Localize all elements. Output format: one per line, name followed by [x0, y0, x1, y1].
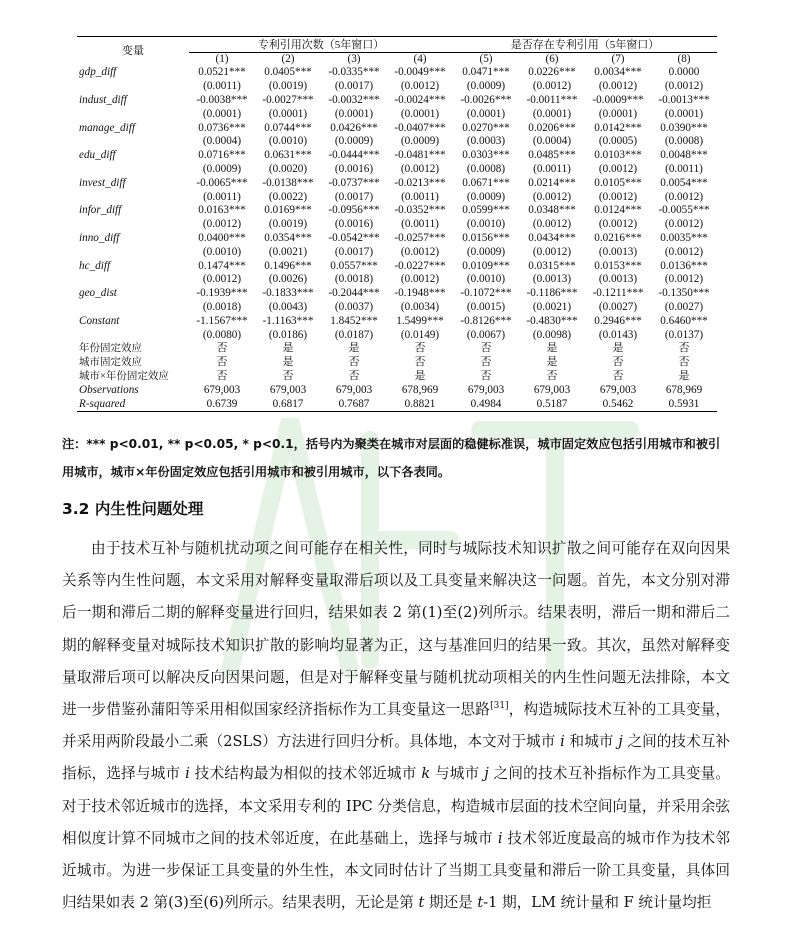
coef-cell: 0.0105***: [594, 176, 642, 189]
table-row: [77, 121, 717, 135]
coef-cell: -0.0011***: [526, 93, 578, 106]
regression-table: [77, 36, 717, 412]
coef-cell: 0.0557***: [330, 259, 378, 272]
coef-cell: -0.0956***: [328, 204, 380, 217]
coef-cell: -0.1211***: [592, 287, 644, 300]
coef-cell: 0.0521***: [198, 66, 246, 79]
coef-cell: 0.0400***: [198, 231, 246, 244]
coef-cell: -0.0055***: [658, 204, 710, 217]
stat-cell: 678,969: [401, 383, 439, 396]
text-span: 与城市: [430, 765, 485, 783]
table-row: [77, 356, 717, 370]
stat-label: Observations: [79, 383, 139, 396]
table-row: [77, 149, 717, 163]
se-cell: (0.0009): [466, 80, 506, 93]
section-title: 3.2 内生性问题处理: [62, 500, 204, 518]
se-cell: (0.0186): [268, 328, 308, 341]
se-cell: (0.0016): [334, 218, 374, 231]
coef-cell: 0.0426***: [330, 121, 378, 134]
se-cell: (0.0018): [334, 273, 374, 286]
table-row: [77, 328, 717, 342]
se-cell: (0.0001): [532, 107, 572, 120]
coef-cell: 0.0216***: [594, 231, 642, 244]
text-span: -1 期，LM 统计量和 F 统计量均拒: [483, 894, 712, 912]
text-span: 技术结构最为相似的技术邻近城市: [189, 765, 422, 783]
coef-cell: -0.0542***: [328, 231, 380, 244]
coef-cell: 0.0599***: [462, 204, 510, 217]
coef-cell: 1.5499***: [396, 314, 444, 327]
se-cell: (0.0021): [268, 245, 308, 258]
fe-cell: 否: [282, 369, 294, 382]
coef-cell: -0.0213***: [394, 176, 446, 189]
coef-cell: 0.0348***: [528, 204, 576, 217]
se-cell: (0.0004): [202, 135, 242, 148]
se-cell: (0.0011): [203, 190, 241, 203]
se-cell: (0.0012): [400, 245, 440, 258]
fe-cell: 否: [216, 356, 228, 369]
coef-cell: 0.6460***: [660, 314, 708, 327]
fe-cell: 是: [678, 369, 690, 382]
se-cell: (0.0008): [466, 162, 506, 175]
table-row: [77, 273, 717, 287]
se-cell: (0.0001): [334, 107, 374, 120]
coef-cell: -0.1948***: [394, 287, 446, 300]
coef-cell: 0.0054***: [660, 176, 708, 189]
table-row: [77, 301, 717, 315]
math-var: t: [418, 894, 425, 912]
se-cell: (0.0008): [664, 135, 704, 148]
se-cell: (0.0137): [664, 328, 704, 341]
fe-cell: 是: [282, 342, 294, 355]
coef-cell: -0.2044***: [328, 287, 380, 300]
body-text: [62, 533, 730, 919]
se-cell: (0.0026): [268, 273, 308, 286]
coef-cell: -0.0024***: [394, 93, 446, 106]
coef-cell: 0.0354***: [264, 231, 312, 244]
se-cell: (0.0009): [400, 135, 440, 148]
se-cell: (0.0009): [466, 190, 506, 203]
fe-cell: 否: [480, 356, 492, 369]
se-cell: (0.0022): [268, 190, 308, 203]
se-cell: (0.0009): [466, 245, 506, 258]
coef-cell: 0.0124***: [594, 204, 642, 217]
se-cell: (0.0012): [664, 218, 704, 231]
fe-cell: 否: [348, 356, 360, 369]
fe-label: 城市×年份固定效应: [79, 370, 169, 382]
se-cell: (0.0011): [401, 190, 439, 203]
se-cell: (0.0012): [532, 218, 572, 231]
fe-cell: 是: [414, 369, 426, 382]
se-cell: (0.0067): [466, 328, 506, 341]
table-row: [77, 80, 717, 94]
text-span: 期还是: [424, 894, 478, 912]
coef-cell: -0.8126***: [460, 314, 512, 327]
math-var: i: [185, 765, 190, 783]
stat-cell: 0.5187: [519, 397, 585, 411]
se-cell: (0.0011): [533, 162, 571, 175]
column-number: (8): [677, 53, 691, 65]
table-row: [77, 66, 717, 80]
se-cell: (0.0012): [400, 162, 440, 175]
fe-cell: 是: [546, 342, 558, 355]
coef-cell: 0.0142***: [594, 121, 642, 134]
se-cell: (0.0027): [598, 300, 638, 313]
math-var: j: [484, 765, 489, 783]
blank-cell: [77, 163, 189, 177]
se-cell: (0.0009): [202, 162, 242, 175]
variable-name: Constant: [79, 314, 120, 327]
stat-cell: 679,003: [533, 383, 571, 396]
table-row: [77, 370, 717, 384]
coef-cell: 0.0000: [668, 66, 700, 79]
coef-cell: -0.1186***: [526, 287, 578, 300]
coef-cell: 0.0035***: [660, 231, 708, 244]
se-cell: (0.0009): [334, 135, 374, 148]
se-cell: (0.0010): [202, 245, 242, 258]
fe-cell: 是: [546, 356, 558, 369]
coef-cell: 0.0214***: [528, 176, 576, 189]
coef-cell: 0.0744***: [264, 121, 312, 134]
fe-cell: 否: [414, 356, 426, 369]
coef-cell: 0.0270***: [462, 121, 510, 134]
table-row: [77, 342, 717, 356]
se-cell: (0.0016): [334, 162, 374, 175]
se-cell: (0.0012): [532, 245, 572, 258]
stat-cell: 679,003: [269, 383, 307, 396]
coef-cell: 0.0303***: [462, 149, 510, 162]
se-cell: (0.0001): [466, 107, 506, 120]
table-row: [77, 176, 717, 190]
se-cell: (0.0017): [334, 190, 374, 203]
coef-cell: -0.0737***: [328, 176, 380, 189]
se-cell: (0.0012): [532, 190, 572, 203]
coef-cell: 0.0485***: [528, 149, 576, 162]
stat-label: R-squared: [77, 397, 189, 411]
coef-cell: -0.1833***: [262, 287, 314, 300]
se-cell: (0.0012): [400, 80, 440, 93]
coef-cell: 0.0405***: [264, 66, 312, 79]
se-cell: (0.0027): [664, 300, 704, 313]
fe-cell: 否: [678, 356, 690, 369]
table-row: [77, 397, 717, 411]
fe-cell: 是: [348, 342, 360, 355]
coef-cell: -0.0444***: [328, 149, 380, 162]
coef-cell: -0.0009***: [592, 93, 644, 106]
fe-cell: 是: [612, 342, 624, 355]
text-span: 技术邻近度最高的城市作为技术邻近城市。为进一步保证工具变量的外生性，本文同时估计了当期工具变量和滞后一阶工具变量，具体回归结果如表 2 第(3)至(6)列所示。结果表明，无论是第: [62, 829, 731, 912]
text-span: 之间的技术互补指标，选择与城市: [62, 733, 730, 783]
coef-cell: -0.0038***: [196, 93, 248, 106]
fe-label: 城市固定效应: [79, 357, 142, 369]
fe-cell: 是: [282, 356, 294, 369]
column-number: (6): [545, 53, 559, 65]
stat-cell: 0.6817: [255, 397, 321, 411]
stat-cell: 679,003: [467, 383, 505, 396]
se-cell: (0.0012): [664, 190, 704, 203]
se-cell: (0.0017): [334, 80, 374, 93]
table-row: [77, 259, 717, 273]
coef-cell: -1.1163***: [262, 314, 314, 327]
math-var: i: [497, 829, 503, 847]
coef-cell: -0.0407***: [394, 121, 446, 134]
paragraph: [62, 533, 730, 919]
coef-cell: 1.8452***: [330, 314, 378, 327]
coef-cell: -0.4830***: [526, 314, 578, 327]
coef-cell: 0.0736***: [198, 121, 246, 134]
se-cell: (0.0015): [466, 300, 506, 313]
se-cell: (0.0012): [664, 80, 704, 93]
blank-cell: [77, 107, 189, 121]
group-header-citation-exists: 是否存在专利引用（5年窗口）: [453, 37, 717, 53]
coef-cell: 0.0226***: [528, 66, 576, 79]
column-number: (1): [215, 53, 229, 65]
coef-cell: 0.0163***: [198, 204, 246, 217]
coef-cell: -0.0227***: [394, 259, 446, 272]
coef-cell: -0.1072***: [460, 287, 512, 300]
variable-name: geo_dist: [79, 287, 117, 300]
coef-cell: -0.0352***: [394, 204, 446, 217]
variable-name: gdp_diff: [79, 66, 117, 79]
se-cell: (0.0012): [202, 218, 242, 231]
table-row: [77, 135, 717, 149]
fe-label: 年份固定效应: [79, 343, 142, 355]
stat-cell: 0.8821: [387, 397, 453, 411]
coef-cell: 0.1474***: [198, 259, 246, 272]
coef-cell: -0.1350***: [658, 287, 710, 300]
stat-cell: 679,003: [599, 383, 637, 396]
se-cell: (0.0001): [268, 107, 308, 120]
variable-name: edu_diff: [79, 149, 116, 162]
se-cell: (0.0021): [532, 300, 572, 313]
coef-cell: 0.0156***: [462, 231, 510, 244]
coef-cell: 0.0109***: [462, 259, 510, 272]
coef-cell: -0.0026***: [460, 93, 512, 106]
coef-cell: 0.1496***: [264, 259, 312, 272]
se-cell: (0.0012): [598, 162, 638, 175]
coef-cell: -0.0481***: [394, 149, 446, 162]
fe-cell: 否: [414, 342, 426, 355]
se-cell: (0.0010): [466, 273, 506, 286]
variable-name: hc_diff: [79, 259, 111, 272]
coef-cell: 0.0671***: [462, 176, 510, 189]
se-cell: (0.0019): [268, 218, 308, 231]
coef-cell: -0.0065***: [196, 176, 248, 189]
se-cell: (0.0149): [400, 328, 440, 341]
citation-ref: [31]: [490, 701, 509, 712]
se-cell: (0.0013): [598, 245, 638, 258]
text-span: 由于技术互补与随机扰动项之间可能存在相关性，同时与城际技术知识扩散之间可能存在双向因果关系等内生性问题，本文采用对解释变量取滞后项以及工具变量来解决这一问题。首先，本文分别对滞后一期和滞后二期的解释变量进行回归，结果如表 2 第(1)至(2)列所示。结果表明，滞后一期和滞后二期的解释变量对城际技术知识扩散的影响均显著为正，这与基准回归的结果一致。其次，虽然对解释变量取滞后项可以解决反向因果问题，但是对于解释变量与随机扰动项相关的内生性问题无法排除，本文进一步借鉴孙蒲阳等采用相似国家经济指标作为工具变量这一思路: [62, 540, 730, 719]
se-cell: (0.0018): [202, 300, 242, 313]
variable-name: manage_diff: [79, 121, 135, 134]
fe-cell: 否: [348, 369, 360, 382]
se-cell: (0.0187): [334, 328, 374, 341]
coef-cell: 0.0136***: [660, 259, 708, 272]
fe-cell: 否: [216, 342, 228, 355]
text-span: ，构造城际技术互补的工具变量，并采用两阶段最小二乘（2SLS）方法进行回归分析。具体地，本文对于城市: [62, 701, 730, 751]
se-cell: (0.0001): [664, 107, 704, 120]
se-cell: (0.0011): [665, 162, 703, 175]
column-number: (2): [281, 53, 295, 65]
coef-cell: -0.0335***: [328, 66, 380, 79]
stat-cell: 0.5931: [651, 397, 717, 411]
stat-cell: 0.4984: [453, 397, 519, 411]
stat-cell: 679,003: [335, 383, 373, 396]
table-row: [77, 232, 717, 246]
se-cell: (0.0013): [598, 273, 638, 286]
blank-cell: [77, 80, 189, 94]
se-cell: (0.0001): [400, 107, 440, 120]
coef-cell: -0.0032***: [328, 93, 380, 106]
se-cell: (0.0012): [598, 190, 638, 203]
column-number: (4): [413, 53, 427, 65]
se-cell: (0.0005): [598, 135, 638, 148]
se-cell: (0.0043): [268, 300, 308, 313]
se-cell: (0.0001): [598, 107, 638, 120]
fe-cell: 否: [480, 342, 492, 355]
coef-cell: -0.0257***: [394, 231, 446, 244]
table-row: [77, 383, 717, 397]
se-cell: (0.0011): [401, 218, 439, 231]
fe-cell: 否: [678, 342, 690, 355]
coef-cell: 0.0103***: [594, 149, 642, 162]
stat-cell: 679,003: [203, 383, 241, 396]
variable-name: inno_diff: [79, 231, 120, 244]
column-number: (5): [479, 53, 493, 65]
fe-cell: 否: [216, 369, 228, 382]
se-cell: (0.0001): [202, 107, 242, 120]
table-row: [77, 107, 717, 121]
se-cell: (0.0012): [664, 245, 704, 258]
table-row: [77, 190, 717, 204]
se-cell: (0.0012): [532, 80, 572, 93]
table-header-row: [77, 37, 717, 53]
variable-name: indust_diff: [79, 93, 127, 106]
se-cell: (0.0012): [400, 273, 440, 286]
se-cell: (0.0012): [664, 273, 704, 286]
blank-cell: [77, 135, 189, 149]
math-var: i: [560, 733, 565, 751]
table-row: [77, 163, 717, 177]
text-span: 和城市: [564, 733, 619, 751]
se-cell: (0.0012): [202, 273, 242, 286]
blank-cell: [77, 301, 189, 315]
se-cell: (0.0010): [466, 218, 506, 231]
coef-cell: 0.0716***: [198, 149, 246, 162]
coef-cell: 0.0315***: [528, 259, 576, 272]
math-var: j: [618, 733, 623, 751]
coef-cell: -0.1939***: [196, 287, 248, 300]
group-header-citation-count: 专利引用次数（5年窗口）: [189, 37, 453, 53]
se-cell: (0.0019): [268, 80, 308, 93]
table-row: [77, 94, 717, 108]
stat-cell: 0.7687: [321, 397, 387, 411]
se-cell: (0.0020): [268, 162, 308, 175]
text-span: 之间的技术互补指标作为工具变量。对于技术邻近城市的选择，本文采用专利的 IPC 分类信息，构造城市层面的技术空间向量，并采用余弦相似度计算不同城市之间的技术邻近度，在此基础上，选择与城市: [62, 765, 731, 847]
se-cell: (0.0098): [532, 328, 572, 341]
se-cell: (0.0012): [598, 80, 638, 93]
se-cell: (0.0003): [466, 135, 506, 148]
math-var: k: [421, 765, 431, 783]
stat-cell: 0.6739: [189, 397, 255, 411]
blank-cell: [77, 328, 189, 342]
coef-cell: -0.0138***: [262, 176, 314, 189]
se-cell: (0.0143): [598, 328, 638, 341]
blank-cell: [77, 190, 189, 204]
column-number: (3): [347, 53, 361, 65]
table-row: [77, 204, 717, 218]
coef-cell: 0.2946***: [594, 314, 642, 327]
var-header: 变量: [77, 37, 189, 67]
variable-name: invest_diff: [79, 176, 126, 189]
coef-cell: -1.1567***: [196, 314, 248, 327]
coef-cell: 0.0631***: [264, 149, 312, 162]
coef-cell: 0.0169***: [264, 204, 312, 217]
coef-cell: 0.0206***: [528, 121, 576, 134]
coef-cell: 0.0471***: [462, 66, 510, 79]
blank-cell: [77, 218, 189, 232]
coef-cell: 0.0153***: [594, 259, 642, 272]
se-cell: (0.0037): [334, 300, 374, 313]
coef-cell: -0.0027***: [262, 93, 314, 106]
fe-cell: 否: [612, 356, 624, 369]
stat-cell: 678,969: [665, 383, 703, 396]
math-var: t: [477, 894, 484, 912]
coef-cell: 0.0390***: [660, 121, 708, 134]
table-row: [77, 218, 717, 232]
se-cell: (0.0011): [203, 80, 241, 93]
stat-cell: 0.5462: [585, 397, 651, 411]
se-cell: (0.0010): [268, 135, 308, 148]
coef-cell: -0.0013***: [658, 93, 710, 106]
se-cell: (0.0017): [334, 245, 374, 258]
fe-cell: 否: [480, 369, 492, 382]
table-row: [77, 245, 717, 259]
coef-cell: 0.0034***: [594, 66, 642, 79]
coef-cell: 0.0434***: [528, 231, 576, 244]
blank-cell: [77, 245, 189, 259]
blank-cell: [77, 273, 189, 287]
fe-cell: 否: [612, 369, 624, 382]
se-cell: (0.0034): [400, 300, 440, 313]
column-number: (7): [611, 53, 625, 65]
se-cell: (0.0013): [532, 273, 572, 286]
table-note: 注：*** p<0.01, ** p<0.05, * p<0.1，括号内为聚类在城市对层面的稳健标准误，城市固定效应包括引用城市和被引用城市，城市×年份固定效应包括引用城市和被引用城市，以下各表同。: [62, 437, 721, 479]
table-row: [77, 287, 717, 301]
fe-cell: 否: [546, 369, 558, 382]
se-cell: (0.0012): [598, 218, 638, 231]
variable-name: infor_diff: [79, 204, 122, 217]
se-cell: (0.0004): [532, 135, 572, 148]
coef-cell: -0.0049***: [394, 66, 446, 79]
table-row: [77, 314, 717, 328]
coef-cell: 0.0048***: [660, 149, 708, 162]
se-cell: (0.0080): [202, 328, 242, 341]
